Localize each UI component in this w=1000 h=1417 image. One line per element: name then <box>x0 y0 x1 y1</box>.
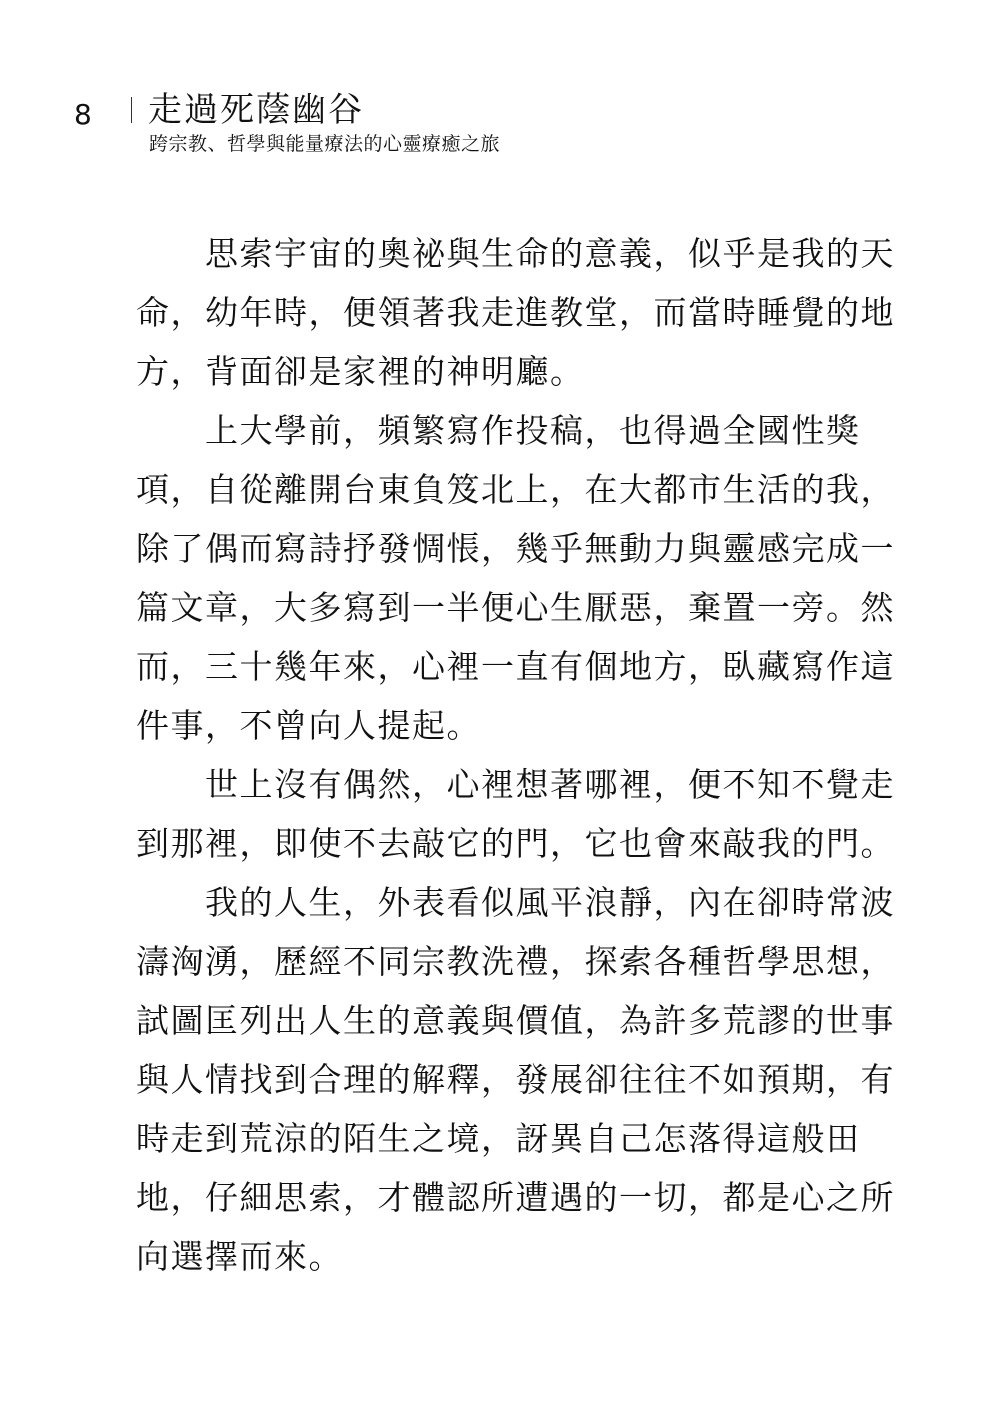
text-line: 除了偶而寫詩抒發惆悵，幾乎無動力與靈感完成一 <box>136 529 895 568</box>
paragraph-4 <box>136 873 895 1286</box>
text-line: 時走到荒涼的陌生之境，訝異自己怎落得這般田 <box>136 1119 861 1158</box>
text-line: 思索宇宙的奧祕與生命的意義，似乎是我的天 <box>136 234 895 273</box>
text-line: 向選擇而來。 <box>136 1237 343 1276</box>
body-text <box>136 224 895 1286</box>
paragraph-1 <box>136 224 895 401</box>
text-line: 項，自從離開台東負笈北上，在大都市生活的我， <box>136 470 895 509</box>
text-line: 與人情找到合理的解釋，發展卻往往不如預期，有 <box>136 1060 895 1099</box>
text-line: 上大學前，頻繁寫作投稿，也得過全國性獎 <box>136 411 861 450</box>
text-line: 試圖匡列出人生的意義與價值，為許多荒謬的世事 <box>136 1001 895 1040</box>
text-line: 件事，不曾向人提起。 <box>136 706 481 745</box>
page-number: 8 <box>74 98 92 131</box>
paragraph-3 <box>136 755 895 873</box>
text-line: 地，仔細思索，才體認所遭遇的一切，都是心之所 <box>136 1178 895 1217</box>
text-line: 我的人生，外表看似風平浪靜，內在卻時常波 <box>136 883 895 922</box>
text-line: 世上沒有偶然，心裡想著哪裡，便不知不覺走 <box>136 765 895 804</box>
text-line: 而，三十幾年來，心裡一直有個地方，臥藏寫作這 <box>136 647 895 686</box>
text-line: 到那裡，即使不去敲它的門，它也會來敲我的門。 <box>136 824 895 863</box>
text-line: 濤洶湧，歷經不同宗教洗禮，探索各種哲學思想， <box>136 942 895 981</box>
book-title: 走過死蔭幽谷 <box>148 90 364 130</box>
text-line: 方，背面卻是家裡的神明廳。 <box>136 352 585 391</box>
header-divider <box>131 97 132 123</box>
text-line: 篇文章，大多寫到一半便心生厭惡，棄置一旁。然 <box>136 588 895 627</box>
text-line: 命，幼年時，便領著我走進教堂，而當時睡覺的地 <box>136 293 895 332</box>
paragraph-2 <box>136 401 895 755</box>
book-subtitle: 跨宗教、哲學與能量療法的心靈療癒之旅 <box>149 133 501 155</box>
